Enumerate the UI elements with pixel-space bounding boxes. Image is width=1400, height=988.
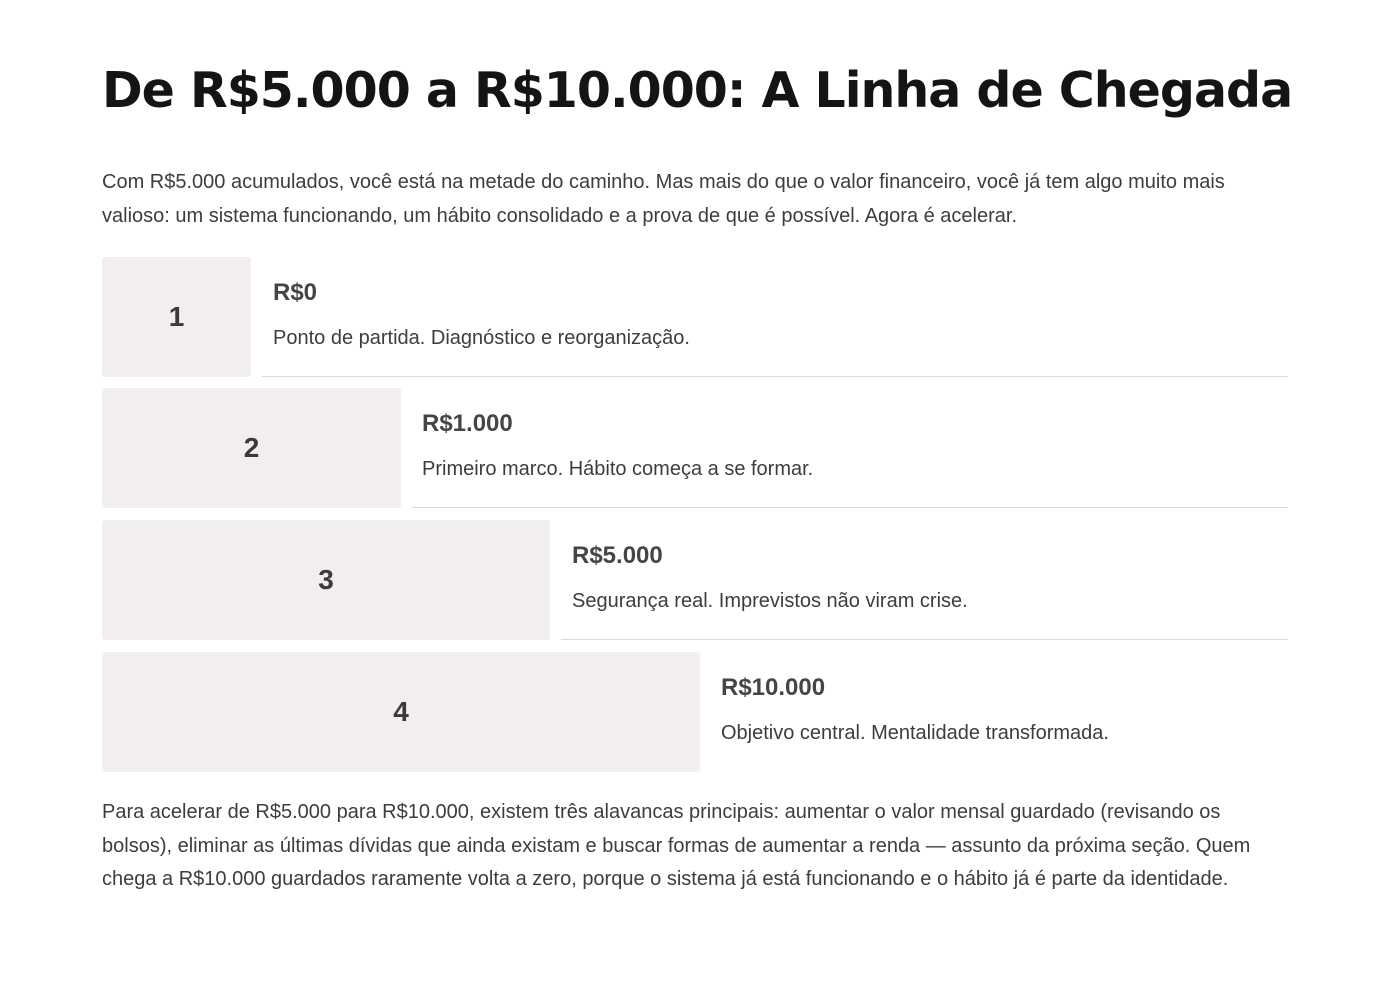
page-title: De R$5.000 a R$10.000: A Linha de Chegada bbox=[102, 62, 1293, 119]
step-divider bbox=[412, 507, 1288, 508]
step-divider bbox=[561, 639, 1288, 640]
step-number-box: 4 bbox=[102, 652, 700, 772]
milestone-step-3 bbox=[102, 520, 1288, 641]
closing-paragraph: Para acelerar de R$5.000 para R$10.000, existem três alavancas principais: aumentar o valor mensal guardado (revisando os bolsos), eliminar as últimas dívidas que ainda existam e buscar formas de aumentar a renda — assunto da próxima seção. Quem chega a R$10.000 guardados raramente volta a zero, porque o sistema já está funcionando e o hábito já é parte da identidade. bbox=[102, 801, 1251, 890]
step-value: R$1.000 bbox=[422, 410, 513, 437]
step-number-box: 1 bbox=[102, 257, 251, 377]
step-description: Ponto de partida. Diagnóstico e reorganização. bbox=[273, 327, 690, 349]
step-divider bbox=[262, 376, 1288, 377]
step-number-box: 2 bbox=[102, 388, 401, 508]
step-value: R$10.000 bbox=[721, 674, 826, 701]
step-value: R$0 bbox=[273, 279, 318, 306]
step-value: R$5.000 bbox=[572, 542, 663, 569]
step-description: Segurança real. Imprevistos não viram crise. bbox=[572, 590, 968, 612]
step-description: Objetivo central. Mentalidade transformada. bbox=[721, 722, 1109, 744]
intro-paragraph: Com R$5.000 acumulados, você está na metade do caminho. Mas mais do que o valor financeiro, você já tem algo muito mais valioso: um sistema funcionando, um hábito consolidado e a prova de que é possível. Agora é acelerar. bbox=[102, 171, 1225, 227]
step-number-box: 3 bbox=[102, 520, 550, 640]
step-description: Primeiro marco. Hábito começa a se formar. bbox=[422, 458, 814, 480]
milestone-step-4 bbox=[102, 652, 1288, 773]
milestone-step-2 bbox=[102, 388, 1288, 509]
milestone-step-1 bbox=[102, 257, 1288, 378]
